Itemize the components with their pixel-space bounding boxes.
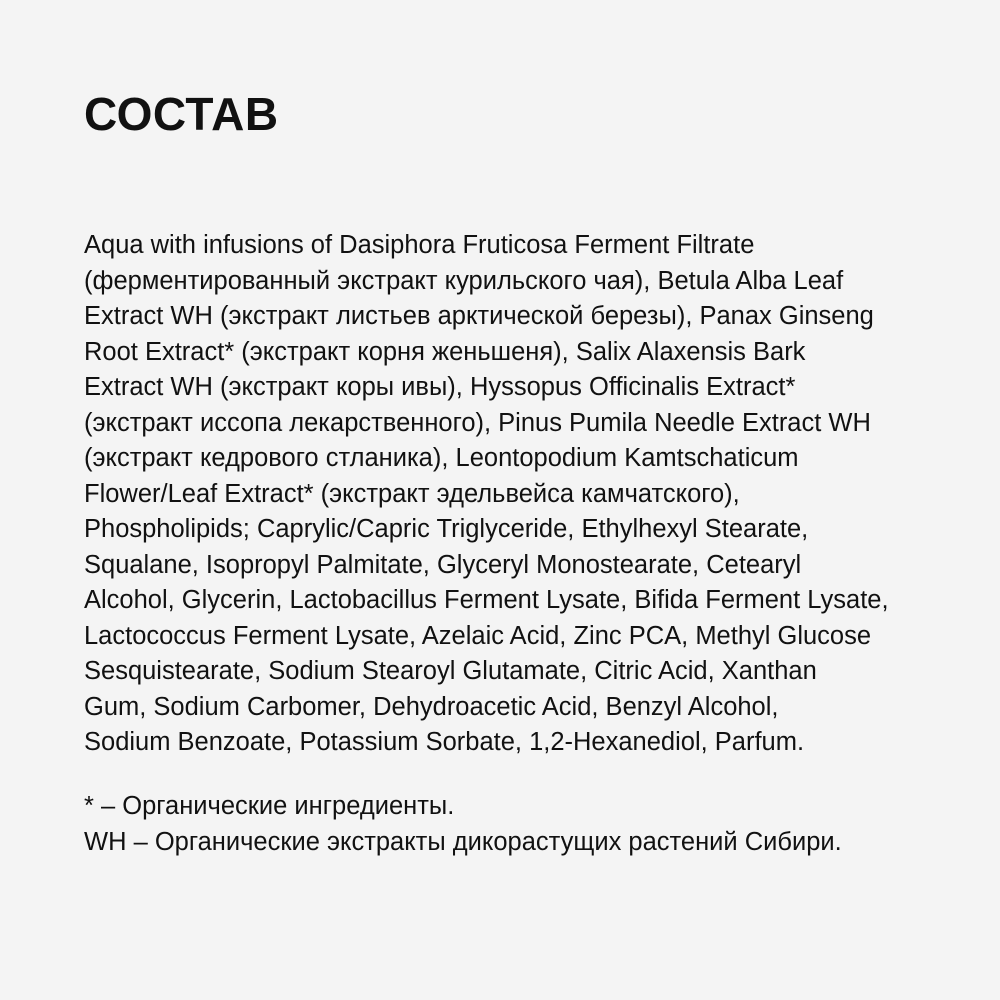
ingredients-line: (ферментированный экстракт курильского чая), Betula Alba Leaf <box>84 266 844 295</box>
ingredients-line: Lactococcus Ferment Lysate, Azelaic Acid, Zinc PCA, Methyl Glucose <box>84 621 872 650</box>
ingredients-line: Extract WH (экстракт коры ивы), Hyssopus Officinalis Extract* <box>84 373 796 401</box>
ingredients-line: Root Extract* (экстракт корня женьшеня), Salix Alaxensis Bark <box>84 337 806 366</box>
page-title: СОСТАВ <box>84 88 279 140</box>
ingredients-line: Aqua with infusions of Dasiphora Fruticosa Ferment Filtrate <box>84 231 755 259</box>
ingredients-line: Flower/Leaf Extract* (экстракт эдельвейса камчатского), <box>84 479 740 508</box>
footnotes <box>84 789 944 860</box>
ingredients-list <box>84 228 944 761</box>
footnote-wh: WH – Органические экстракты дикорастущих растений Сибири. <box>84 827 842 856</box>
ingredients-line: Sodium Benzoate, Potassium Sorbate, 1,2-Hexanediol, Parfum. <box>84 728 805 756</box>
footnote-organic: * – Органические ингредиенты. <box>84 792 455 820</box>
ingredients-line: Squalane, Isopropyl Palmitate, Glyceryl Monostearate, Cetearyl <box>84 550 802 579</box>
ingredients-line: (экстракт кедрового стланика), Leontopodium Kamtschaticum <box>84 444 799 472</box>
ingredients-line: Extract WH (экстракт листьев арктической березы), Panax Ginseng <box>84 302 874 330</box>
ingredients-line: Gum, Sodium Carbomer, Dehydroacetic Acid, Benzyl Alcohol, <box>84 692 779 721</box>
ingredients-line: Sesquistearate, Sodium Stearoyl Glutamate, Citric Acid, Xanthan <box>84 657 817 685</box>
ingredients-line: Phospholipids; Caprylic/Capric Triglyceride, Ethylhexyl Stearate, <box>84 515 809 543</box>
ingredients-line: Alcohol, Glycerin, Lactobacillus Ferment Lysate, Bifida Ferment Lysate, <box>84 586 889 614</box>
ingredients-line: (экстракт иссопа лекарственного), Pinus Pumila Needle Extract WH <box>84 408 871 437</box>
